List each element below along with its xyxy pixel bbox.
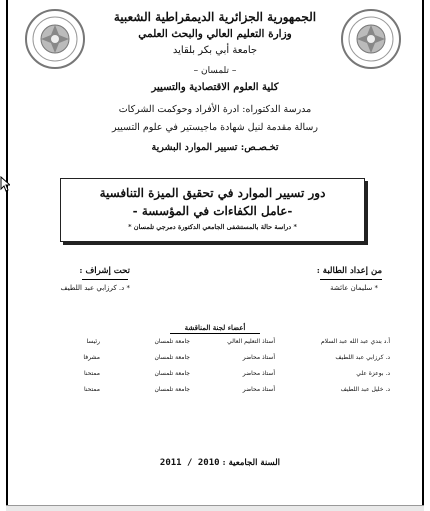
member-name: د. كرزابي عبد اللطيف (335, 354, 390, 361)
city-name: – تلمسان – (193, 66, 237, 76)
member-rank: أستاذ التعليم العالي (227, 338, 275, 345)
member-role: رئيسا (86, 338, 100, 345)
committee-row (30, 338, 400, 350)
member-rank: أستاذ محاضر (242, 354, 275, 361)
academic-year-label: السنة الجامعية : (222, 458, 281, 468)
page-bottom-edge (6, 505, 424, 511)
specialty: تخـصـص: تسيير الموارد البشرية (151, 142, 279, 153)
supervisor-name: * د. كرزابي عبد اللطيف (60, 284, 130, 292)
ministry-name: وزارة التعليم العالي والبحث العلمي (138, 28, 292, 40)
mouse-cursor-icon (0, 176, 10, 192)
student-name: * سليمان عائشة (330, 284, 378, 292)
member-name: أ.د بندي عبد الله عبد السلام (320, 338, 390, 345)
supervisor-label-underline (82, 279, 128, 280)
republic-name: الجمهورية الجزائرية الديمقراطية الشعبية (113, 10, 317, 24)
member-role: ممتحنا (83, 370, 100, 377)
academic-year-value: 2010 / 2011 (159, 458, 220, 468)
member-university: جامعة تلمسان (154, 338, 190, 345)
committee-row (30, 354, 400, 366)
university-name: جامعة أبي بكر بلقايد (172, 45, 258, 56)
member-name: د. خليل عبد اللطيف (340, 386, 390, 393)
supervisor-label: تحت إشراف : (79, 266, 130, 276)
thesis-title-box (60, 178, 365, 242)
thesis-title-line2: -عامل الكفاءات في المؤسسة - (132, 204, 293, 218)
member-rank: أستاذ محاضر (242, 386, 275, 393)
member-name: د. بوعزة علي (356, 370, 390, 377)
thesis-title-line1: دور تسيير الموارد في تحقيق الميزة التنافسية (99, 186, 326, 200)
committee-title-underline (170, 333, 260, 334)
member-university: جامعة تلمسان (154, 370, 190, 377)
member-university: جامعة تلمسان (154, 386, 190, 393)
thesis-description: رسالة مقدمة لنيل شهادة ماجيستير في علوم التسيير (112, 122, 318, 133)
student-label-underline (320, 279, 382, 280)
member-university: جامعة تلمسان (154, 354, 190, 361)
committee-title: أعضاء لجنة المناقشة (184, 323, 246, 332)
member-rank: أستاذ محاضر (242, 370, 275, 377)
thesis-case-study: * دراسة حالة بالمستشفى الجامعي الدكتورة دمرجي تلمسان * (128, 223, 297, 231)
faculty-name: كلية العلوم الاقتصادية والتسيير (151, 82, 279, 93)
university-seal-left-icon (24, 8, 86, 70)
member-role: مشرفا (83, 354, 100, 361)
committee-row (30, 370, 400, 382)
committee-row (30, 386, 400, 398)
member-role: ممتحنا (83, 386, 100, 393)
doctoral-school: مدرسة الدكتوراه: ادرة الأفراد وحوكمت الشركات (118, 104, 312, 115)
academic-year (140, 458, 300, 468)
student-label: من إعداد الطالبة : (316, 266, 382, 276)
